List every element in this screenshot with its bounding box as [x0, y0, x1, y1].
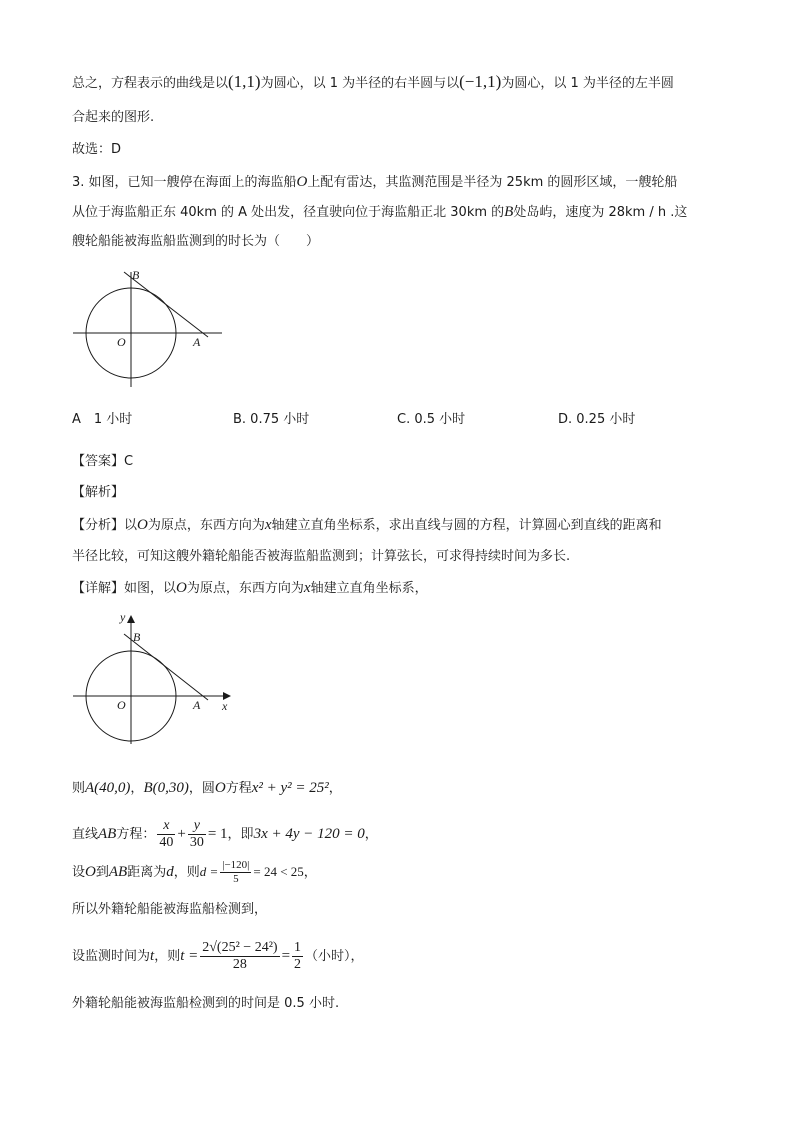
- var-x: x: [264, 517, 272, 533]
- text: 以: [124, 518, 138, 533]
- denominator: 5: [220, 872, 251, 886]
- var-O: O: [214, 780, 226, 796]
- label-O: O: [117, 335, 126, 349]
- var-AB: AB: [98, 826, 117, 842]
- point-neg1-1: (−1,1): [459, 72, 502, 91]
- label-B: B: [132, 268, 140, 282]
- label-B: B: [133, 630, 141, 644]
- fraction-y-30: [188, 818, 206, 851]
- text: ，圆: [188, 781, 215, 796]
- solution-line-3: [72, 856, 317, 889]
- text: ，则: [154, 949, 181, 964]
- var-O: O: [296, 174, 308, 190]
- text: ，: [364, 827, 378, 842]
- figure-1: [70, 265, 230, 400]
- text: 方程：: [116, 827, 156, 842]
- analysis-label: 【分析】: [72, 518, 125, 533]
- solution-line-4: 所以外籍轮船能被海监船检测到，: [72, 902, 268, 917]
- label-x: x: [222, 699, 228, 713]
- text: 为原点，东西方向为: [186, 581, 304, 596]
- text: 轴建立直角坐标系，求出直线与圆的方程，计算圆心到直线的距离和: [271, 518, 662, 533]
- fraction-distance: [220, 859, 251, 886]
- detail-label: 【详解】: [72, 581, 125, 596]
- text: ，: [130, 781, 144, 796]
- label-O: O: [117, 698, 126, 712]
- fraction-half: [292, 940, 303, 973]
- text: 设监测时间为: [72, 949, 151, 964]
- analysis-line-1: [72, 515, 662, 536]
- denominator: 40: [159, 835, 174, 850]
- fraction-time: [200, 940, 279, 973]
- option-b: B. 0.75 小时: [233, 412, 310, 427]
- text: ，: [303, 865, 317, 880]
- point-A: A(40,0): [85, 780, 131, 796]
- answer-line: [72, 452, 133, 472]
- point-1-1: (1,1): [228, 72, 261, 91]
- distance-comparison: = 24 < 25: [253, 864, 304, 879]
- t-equals: t =: [180, 948, 199, 964]
- option-a: A 1 小时: [72, 412, 133, 427]
- var-B: B: [504, 204, 514, 220]
- numerator: 2√(25² − 24²): [202, 940, 278, 955]
- text: 3. 如图，已知一艘停在海面上的海监船: [72, 175, 297, 190]
- text: 处岛屿，速度为 28km / h .这: [513, 205, 688, 220]
- option-c: C. 0.5 小时: [397, 412, 466, 427]
- analysis-heading: 【解析】: [72, 485, 125, 500]
- equals-one: = 1: [207, 826, 228, 842]
- plus-sign: +: [177, 826, 186, 842]
- text: 上配有雷达，其监测范围是半径为 25km 的圆形区域，一艘轮船: [307, 175, 678, 190]
- text: ，则: [173, 865, 200, 880]
- conclusion-line-2: 合起来的图形.: [72, 110, 155, 125]
- text: 为原点，东西方向为: [147, 518, 265, 533]
- solution-line-2: [72, 816, 378, 853]
- text: 设: [72, 865, 86, 880]
- var-O: O: [137, 517, 148, 533]
- var-t: t: [150, 948, 155, 964]
- var-O: O: [176, 580, 187, 596]
- denominator: 30: [189, 835, 204, 850]
- text: 为圆心，以 1 为半径的右半圆与以: [260, 76, 460, 91]
- text: ，即: [227, 827, 254, 842]
- text: 如图，以: [124, 581, 177, 596]
- text: 直线: [72, 827, 99, 842]
- numerator: x: [163, 818, 170, 833]
- text: 到: [95, 865, 109, 880]
- point-B: B(0,30): [143, 780, 189, 796]
- answer-label: 【答案】: [72, 454, 125, 469]
- text: 方程: [225, 781, 252, 796]
- question-3-line-1: [72, 172, 677, 193]
- text: 为圆心，以 1 为半径的左半圆: [501, 76, 674, 91]
- text: 总之，方程表示的曲线是以: [72, 76, 229, 91]
- analysis-line-2: 半径比较，可知这艘外籍轮船能否被海监船监测到；计算弦长，可求得持续时间为多长.: [72, 549, 571, 564]
- choice-line: 故选：D: [72, 142, 122, 157]
- solution-line-6: 外籍轮船能被海监船检测到的时间是 0.5 小时.: [72, 996, 340, 1011]
- detail-line-1: [72, 578, 428, 599]
- answer-value: C: [124, 454, 134, 469]
- question-3-line-3: 艘轮船能被海监船监测到的时长为（ ）: [72, 234, 320, 249]
- conclusion-line-1: [72, 72, 674, 94]
- label-y: y: [120, 610, 126, 624]
- var-O: O: [85, 864, 96, 880]
- line-equation: 3x + 4y − 120 = 0: [253, 826, 365, 842]
- numerator: |−120|: [222, 859, 250, 871]
- fraction-x-40: [157, 818, 175, 851]
- label-A: A: [193, 698, 201, 712]
- numerator: 1: [294, 940, 302, 955]
- text: ，: [328, 781, 342, 796]
- text: 从位于海监船正东 40km 的 A 处出发，径直驶向位于海监船正北 30km 的: [72, 205, 505, 220]
- solution-line-5: [72, 936, 364, 977]
- text: 轴建立直角坐标系，: [310, 581, 428, 596]
- numerator: y: [193, 818, 200, 833]
- text: 距离为: [127, 865, 167, 880]
- label-A: A: [193, 335, 201, 349]
- var-x: x: [303, 580, 311, 596]
- figure-2: [70, 606, 245, 746]
- option-d: D. 0.25 小时: [558, 412, 636, 427]
- denominator: 28: [200, 956, 279, 973]
- text: 则: [72, 781, 86, 796]
- question-3-line-2: [72, 202, 687, 223]
- text: （小时），: [305, 949, 364, 964]
- var-d: d: [166, 864, 174, 880]
- var-AB: AB: [108, 864, 128, 880]
- d-equals: d =: [199, 864, 219, 879]
- solution-line-1: [72, 778, 342, 799]
- equals-sign: =: [281, 948, 291, 964]
- circle-equation: x² + y² = 25²: [251, 780, 329, 796]
- denominator: 2: [294, 957, 302, 972]
